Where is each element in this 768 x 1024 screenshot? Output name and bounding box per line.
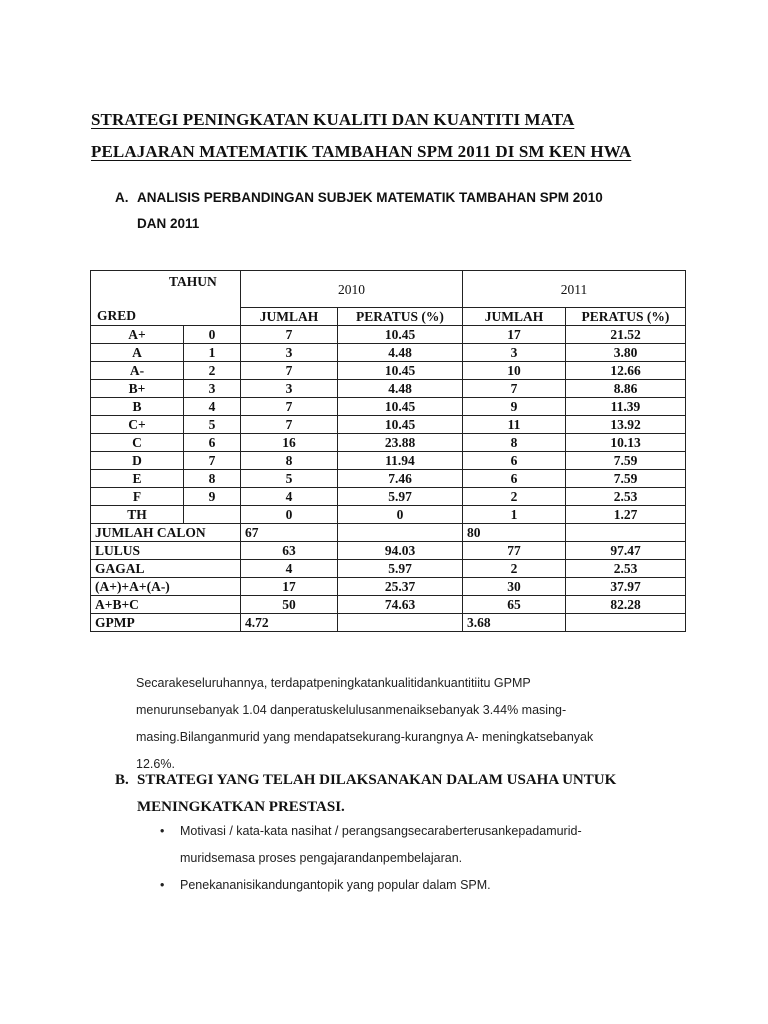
p2011-cell: 1.27 (566, 506, 686, 524)
table-row (91, 470, 686, 488)
grade-point-cell: 7 (184, 452, 241, 470)
summary-label-cell: GAGAL (91, 560, 241, 578)
p2011-cell: 10.13 (566, 434, 686, 452)
p2010-cell: 10.45 (338, 362, 463, 380)
j2010-cell: 67 (241, 524, 338, 542)
p2011-cell: 97.47 (566, 542, 686, 560)
section-a-letter: A. (115, 190, 129, 205)
p2011-cell: 12.66 (566, 362, 686, 380)
p2011-cell: 37.97 (566, 578, 686, 596)
j2010-cell: 0 (241, 506, 338, 524)
bullet-icon: • (160, 878, 165, 892)
strategy-bullet-list (160, 818, 582, 899)
grade-cell: TH (91, 506, 184, 524)
p2010-cell: 11.94 (338, 452, 463, 470)
grade-point-cell: 0 (184, 326, 241, 344)
bullet-text-line1: Penekananisikandungantopik yang popular dalam SPM. (180, 878, 491, 892)
grade-cell: A+ (91, 326, 184, 344)
table-row (91, 344, 686, 362)
paragraph-line: Secarakeseluruhannya, terdapatpeningkatankualitidankuantitiitu GPMP (136, 676, 531, 690)
p2010-cell: 4.48 (338, 380, 463, 398)
paragraph-line: 12.6%. (136, 757, 175, 771)
j2011-cell: 6 (463, 470, 566, 488)
summary-row (91, 596, 686, 614)
grade-cell: F (91, 488, 184, 506)
bullet-icon: • (160, 824, 165, 838)
table-row (91, 488, 686, 506)
header-peratus-2010: PERATUS (%) (338, 308, 463, 326)
j2010-cell: 7 (241, 326, 338, 344)
document-title-line1: STRATEGI PENINGKATAN KUALITI DAN KUANTITI MATA (91, 110, 575, 129)
p2010-cell: 4.48 (338, 344, 463, 362)
p2010-cell: 23.88 (338, 434, 463, 452)
header-peratus-2011: PERATUS (%) (566, 308, 686, 326)
j2010-cell: 7 (241, 416, 338, 434)
p2010-cell (338, 524, 463, 542)
paragraph-line: menurunsebanyak 1.04 danperatuskelulusanmenaiksebanyak 3.44% masing- (136, 703, 567, 717)
p2011-cell (566, 524, 686, 542)
j2011-cell: 30 (463, 578, 566, 596)
header-tahun: TAHUN (169, 274, 217, 289)
j2011-cell: 6 (463, 452, 566, 470)
grade-cell: C+ (91, 416, 184, 434)
p2010-cell: 10.45 (338, 416, 463, 434)
j2011-cell: 1 (463, 506, 566, 524)
p2010-cell (338, 614, 463, 632)
grade-point-cell: 2 (184, 362, 241, 380)
section-b-title-line1: STRATEGI YANG TELAH DILAKSANAKAN DALAM USAHA UNTUK (137, 772, 617, 788)
section-a-title-line1: ANALISIS PERBANDINGAN SUBJEK MATEMATIK TAMBAHAN SPM 2010 (137, 190, 603, 205)
bullet-text-line2: muridsemasa proses pengajarandanpembelajaran. (180, 851, 463, 865)
header-year-2010: 2010 (241, 271, 463, 308)
header-gred: GRED (97, 308, 137, 323)
j2011-cell: 2 (463, 560, 566, 578)
p2011-cell: 82.28 (566, 596, 686, 614)
grade-point-cell: 5 (184, 416, 241, 434)
header-year-2011: 2011 (463, 271, 686, 308)
grade-point-cell: 9 (184, 488, 241, 506)
summary-row (91, 614, 686, 632)
p2011-cell: 7.59 (566, 452, 686, 470)
grade-comparison-table (90, 270, 686, 632)
j2011-cell: 7 (463, 380, 566, 398)
j2010-cell: 5 (241, 470, 338, 488)
p2010-cell: 10.45 (338, 326, 463, 344)
j2011-cell: 2 (463, 488, 566, 506)
j2011-cell: 8 (463, 434, 566, 452)
header-jumlah-2011: JUMLAH (463, 308, 566, 326)
p2011-cell: 3.80 (566, 344, 686, 362)
section-b-letter: B. (115, 772, 129, 788)
grade-cell: B (91, 398, 184, 416)
p2011-cell: 2.53 (566, 560, 686, 578)
table-header-row (91, 271, 686, 308)
summary-label-cell: JUMLAH CALON (91, 524, 241, 542)
p2010-cell: 74.63 (338, 596, 463, 614)
section-a-heading (115, 190, 603, 205)
j2010-cell: 7 (241, 398, 338, 416)
summary-label-cell: A+B+C (91, 596, 241, 614)
header-jumlah-2010: JUMLAH (241, 308, 338, 326)
table-row (91, 362, 686, 380)
p2010-cell: 5.97 (338, 488, 463, 506)
p2011-cell: 13.92 (566, 416, 686, 434)
grade-point-cell (184, 506, 241, 524)
table-row (91, 506, 686, 524)
j2011-cell: 10 (463, 362, 566, 380)
j2010-cell: 4 (241, 560, 338, 578)
grade-point-cell: 1 (184, 344, 241, 362)
j2010-cell: 4.72 (241, 614, 338, 632)
p2010-cell: 0 (338, 506, 463, 524)
j2010-cell: 50 (241, 596, 338, 614)
table-row (91, 416, 686, 434)
summary-row (91, 560, 686, 578)
grade-cell: C (91, 434, 184, 452)
section-b-heading (115, 772, 616, 789)
j2010-cell: 7 (241, 362, 338, 380)
j2011-cell: 77 (463, 542, 566, 560)
summary-row (91, 542, 686, 560)
grade-point-cell: 8 (184, 470, 241, 488)
grade-cell: A (91, 344, 184, 362)
list-item (160, 872, 582, 899)
table-row (91, 326, 686, 344)
list-item (160, 818, 582, 872)
p2011-cell: 8.86 (566, 380, 686, 398)
j2011-cell: 3 (463, 344, 566, 362)
p2011-cell (566, 614, 686, 632)
summary-label-cell: GPMP (91, 614, 241, 632)
table-row (91, 452, 686, 470)
j2011-cell: 3.68 (463, 614, 566, 632)
document-title-line2: PELAJARAN MATEMATIK TAMBAHAN SPM 2011 DI SM KEN HWA (91, 142, 632, 161)
summary-row (91, 578, 686, 596)
p2011-cell: 2.53 (566, 488, 686, 506)
grade-point-cell: 4 (184, 398, 241, 416)
grade-cell: A- (91, 362, 184, 380)
j2011-cell: 65 (463, 596, 566, 614)
p2010-cell: 5.97 (338, 560, 463, 578)
p2011-cell: 21.52 (566, 326, 686, 344)
j2011-cell: 80 (463, 524, 566, 542)
paragraph-line: masing.Bilanganmurid yang mendapatsekurang-kurangnya A- meningkatsebanyak (136, 730, 594, 744)
j2011-cell: 11 (463, 416, 566, 434)
j2010-cell: 63 (241, 542, 338, 560)
grade-cell: B+ (91, 380, 184, 398)
p2010-cell: 7.46 (338, 470, 463, 488)
table-row (91, 434, 686, 452)
table-row (91, 380, 686, 398)
summary-paragraph (136, 670, 636, 778)
j2010-cell: 16 (241, 434, 338, 452)
grade-cell: D (91, 452, 184, 470)
header-tahun-gred-cell (91, 271, 241, 326)
bullet-text-line1: Motivasi / kata-kata nasihat / perangsangsecaraberterusankepadamurid- (180, 824, 582, 838)
table-row (91, 398, 686, 416)
grade-point-cell: 6 (184, 434, 241, 452)
summary-label-cell: LULUS (91, 542, 241, 560)
p2010-cell: 10.45 (338, 398, 463, 416)
p2010-cell: 25.37 (338, 578, 463, 596)
section-a-title-line2: DAN 2011 (137, 216, 200, 231)
j2010-cell: 8 (241, 452, 338, 470)
p2010-cell: 94.03 (338, 542, 463, 560)
p2011-cell: 11.39 (566, 398, 686, 416)
j2010-cell: 4 (241, 488, 338, 506)
j2010-cell: 17 (241, 578, 338, 596)
summary-label-cell: (A+)+A+(A-) (91, 578, 241, 596)
j2011-cell: 17 (463, 326, 566, 344)
summary-row (91, 524, 686, 542)
j2010-cell: 3 (241, 380, 338, 398)
p2011-cell: 7.59 (566, 470, 686, 488)
grade-point-cell: 3 (184, 380, 241, 398)
grade-cell: E (91, 470, 184, 488)
j2010-cell: 3 (241, 344, 338, 362)
j2011-cell: 9 (463, 398, 566, 416)
section-b-title-line2: MENINGKATKAN PRESTASI. (137, 799, 345, 815)
